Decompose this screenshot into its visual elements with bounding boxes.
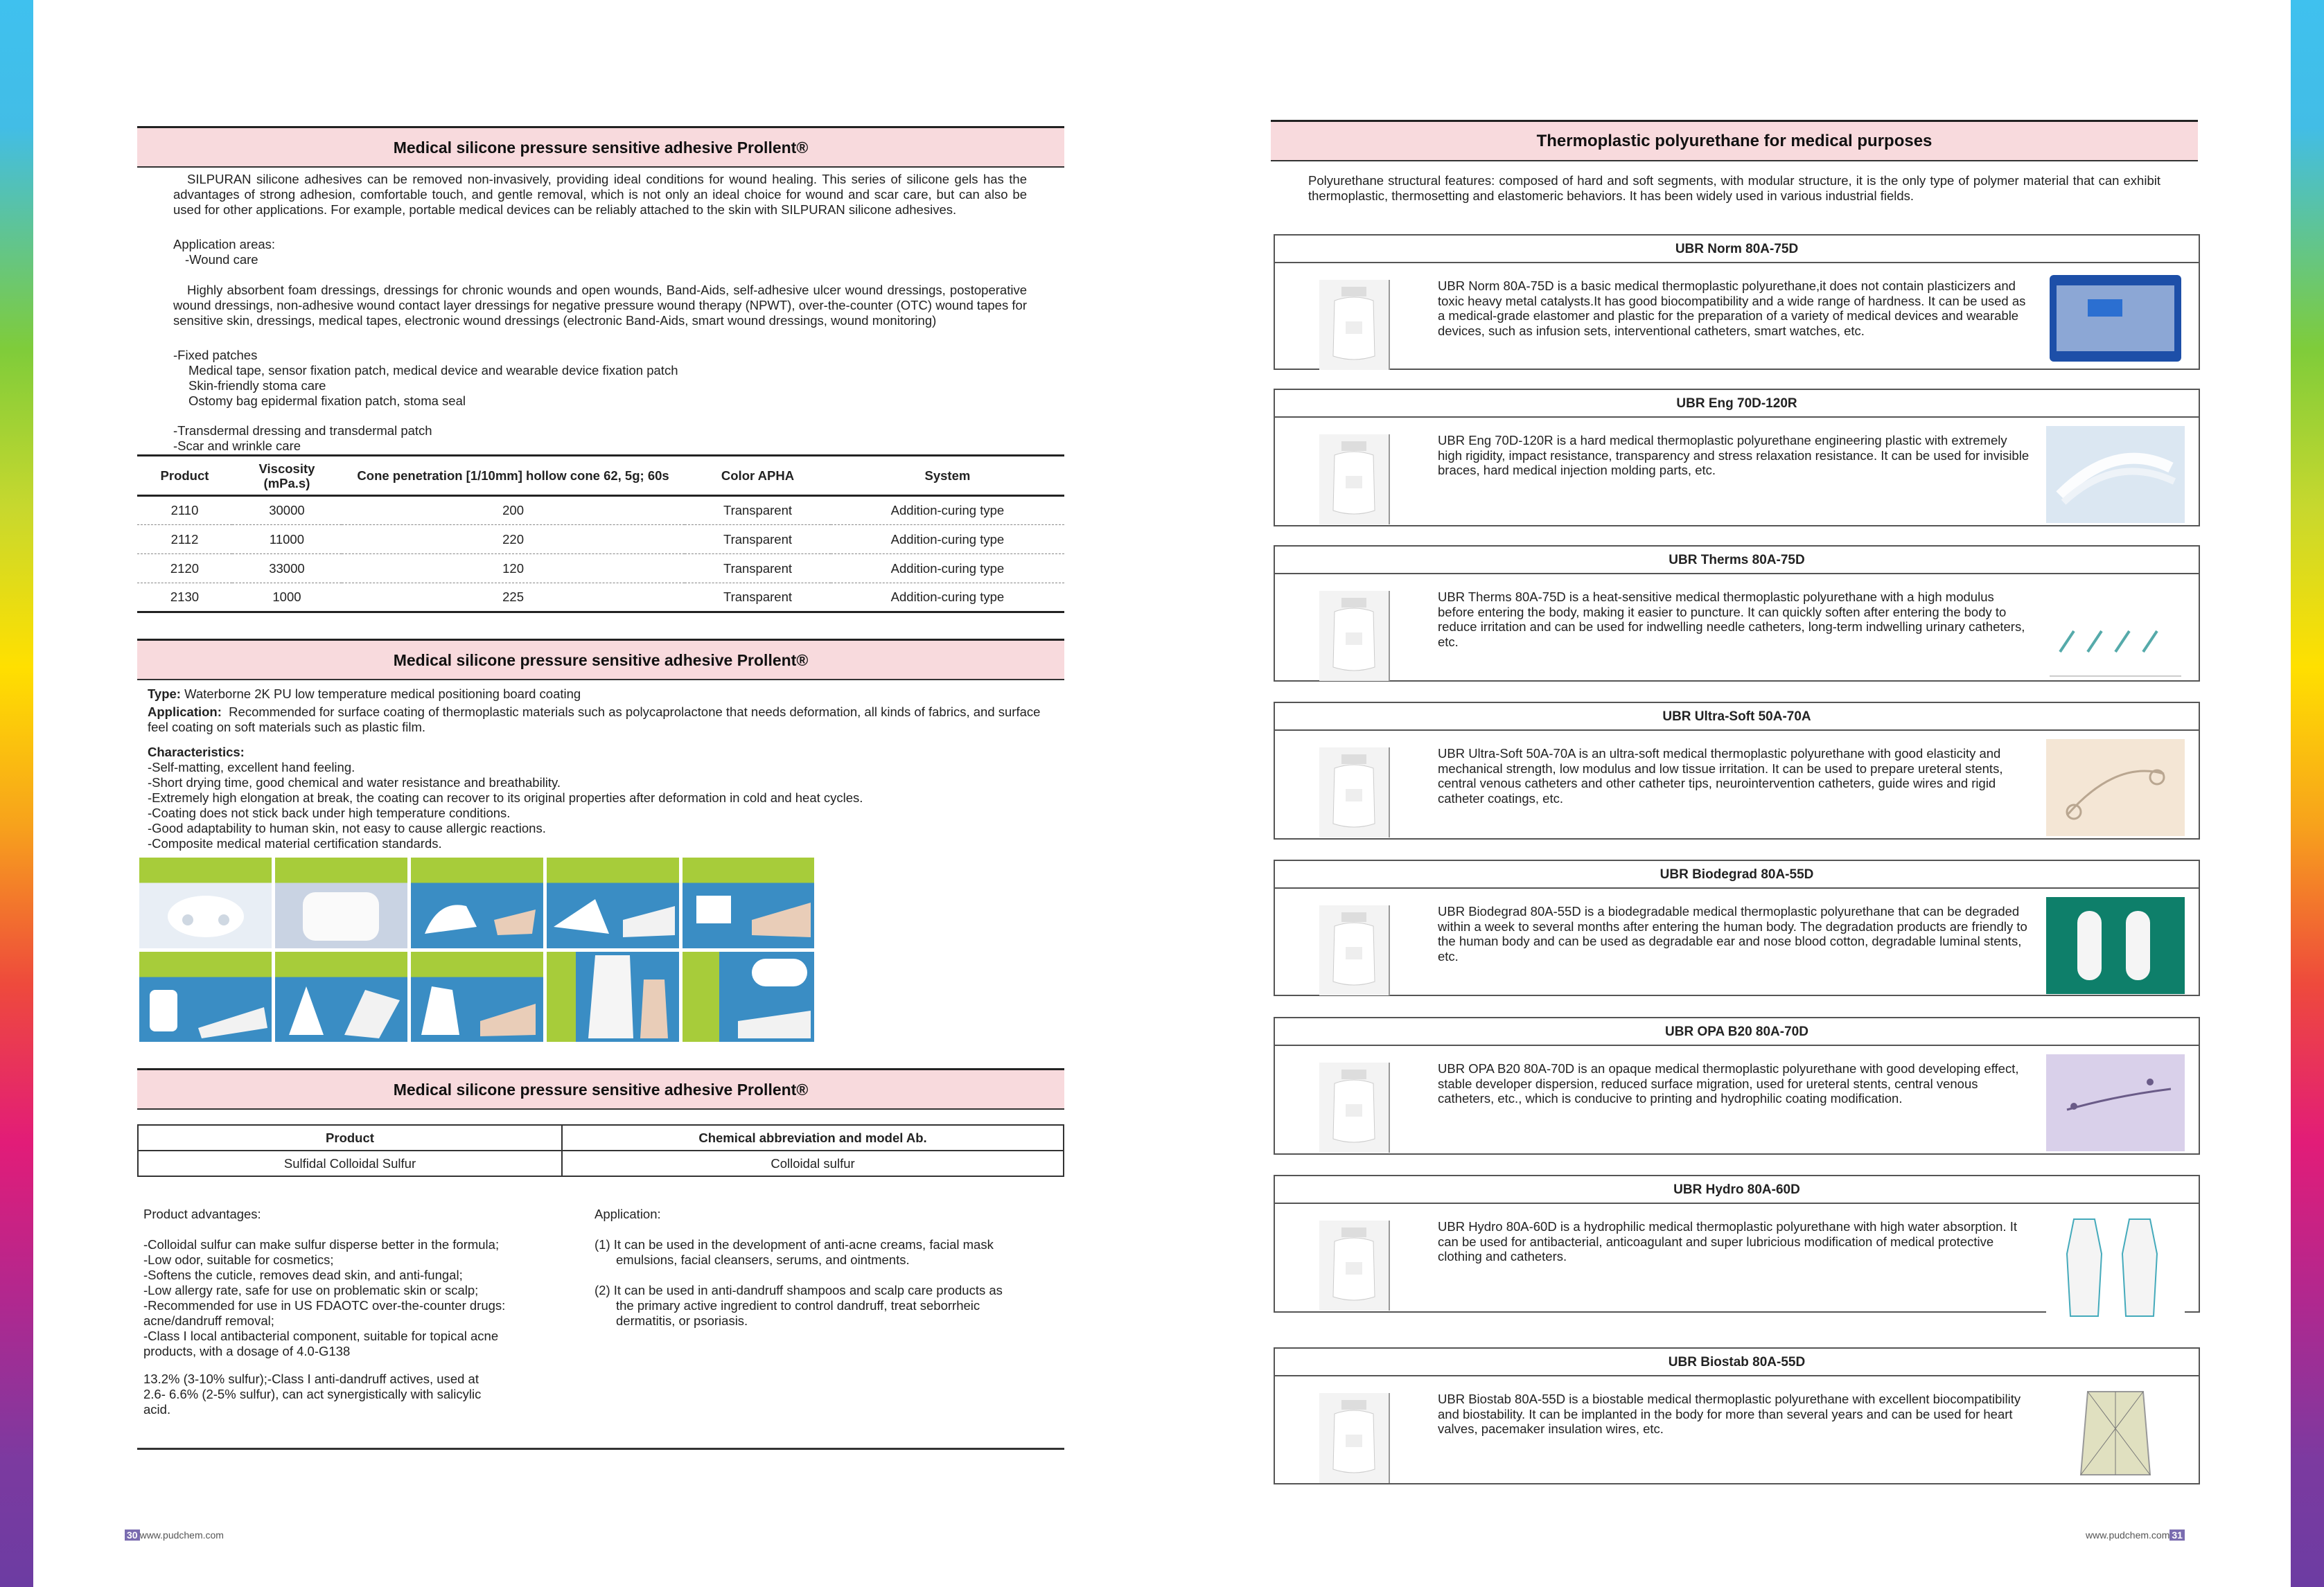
advantage-item: -Recommended for use in US FDAOTC over-the-counter drugs: xyxy=(143,1298,506,1313)
protective-clothing-photo xyxy=(2046,1212,2185,1323)
card-title: UBR Eng 70D-120R xyxy=(1275,390,2199,418)
photo-arm-splint xyxy=(274,951,408,1043)
card-description: UBR Norm 80A-75D is a basic medical thermoplastic polyurethane,it does not contain plasticizers and toxic heavy metal catalysts.It has good biocompatibility and a wide range of hardness. It can be used as a medical-grade elastomer and plastic for the preparation of a variety of medical devices and wearable devices, such as infusion sets, interventional catheters, smart watches, etc. xyxy=(1438,278,2026,338)
card-description: UBR Hydro 80A-60D is a hydrophilic medical thermoplastic polyurethane with high water absorption. It can be used for antibacterial, anticoagulant and super lubricious modification of medical protective clothing and catheters. xyxy=(1438,1219,2017,1264)
card-title: UBR Hydro 80A-60D xyxy=(1275,1176,2199,1204)
card-description: UBR Ultra-Soft 50A-70A is an ultra-soft medical thermoplastic polyurethane with good elasticity and mechanical strength, low modulus and low tissue irritation. It can be used to prepare ureteral stents, central venous catheters and other catheter tips, neurointervention catheters, guide wires and rigid catheter coatings, etc. xyxy=(1438,746,2003,806)
characteristic-item: -Composite medical material certification standards. xyxy=(148,836,442,851)
characteristic-item: -Extremely high elongation at break, the coating can recover to its original properties after deformation in cold and heat cycles. xyxy=(148,790,863,805)
advantage-item: acne/dandruff removal; xyxy=(143,1313,274,1328)
ear-nose-cotton-photo xyxy=(2046,897,2185,994)
page-number: 30 xyxy=(125,1530,140,1541)
table-row: 2120 33000 120 Transparent Addition-curing type xyxy=(137,554,1064,583)
application-item: (1) It can be used in the development of anti-acne creams, facial mask xyxy=(595,1237,994,1252)
footer-url[interactable]: www.pudchem.com xyxy=(139,1530,224,1541)
advantage-item: -Softens the cuticle, removes dead skin, and anti-fungal; xyxy=(143,1268,463,1282)
application-item: emulsions, facial cleansers, serums, and ointments. xyxy=(616,1252,910,1267)
photo-hand-splint xyxy=(410,857,544,949)
product-bottle-image xyxy=(1319,591,1390,681)
card-title: UBR Therms 80A-75D xyxy=(1275,547,2199,574)
product-bottle-image xyxy=(1319,1221,1390,1311)
advantage-item: acid. xyxy=(143,1402,171,1417)
advantage-item: -Colloidal sulfur can make sulfur disperse better in the formula; xyxy=(143,1237,500,1252)
intro-paragraph: Polyurethane structural features: composed of hard and soft segments, with modular structure, it is the only type of polymer material that can exhibit thermoplastic, thermosetting and elastomeric behaviors. It has been widely used in various industrial fields. xyxy=(1308,173,2160,203)
text-line: Ostomy bag epidermal fixation patch, stoma seal xyxy=(188,393,466,408)
product-card xyxy=(1274,1175,2200,1313)
card-title: UBR Biodegrad 80A-55D xyxy=(1275,861,2199,889)
card-description: UBR Eng 70D-120R is a hard medical thermoplastic polyurethane engineering plastic with extremely high rigidity, impact resistance, transparency and stress relaxation resistance. It can be used for invisible braces, hard medical injection molding parts, etc. xyxy=(1438,433,2030,477)
product-bottle-image xyxy=(1319,905,1390,995)
text-line: -Fixed patches xyxy=(173,348,258,362)
catheter-photo xyxy=(2046,739,2185,836)
paragraph: Highly absorbent foam dressings, dressings for chronic wounds and open wounds, Band-Aids, self-adhesive ulcer wound dressings, postoperative wound dressings, non-adhesive wound contact layer dressings for negative pressure wound therapy (NPWT), over-the-counter (OTC) wound tapes for sensitive skin, dressings, medical tapes, electronic wound dressings (electronic Band-Aids, smart wound dressings, wound monitoring) xyxy=(173,283,1027,328)
column-header: Color APHA xyxy=(685,456,831,496)
product-table xyxy=(137,1124,1064,1177)
product-bottle-image xyxy=(1319,280,1390,370)
photo-leg-splint xyxy=(546,951,680,1043)
page-number: 31 xyxy=(2169,1530,2185,1541)
product-card xyxy=(1274,860,2200,996)
card-title: UBR Biostab 80A-55D xyxy=(1275,1349,2199,1376)
application-photo-grid xyxy=(139,857,815,1043)
column-header: System xyxy=(831,456,1064,496)
card-title: UBR OPA B20 80A-70D xyxy=(1275,1018,2199,1046)
photo-finger-splint xyxy=(682,857,815,949)
product-card xyxy=(1274,234,2200,370)
table-row: 2112 11000 220 Transparent Addition-curing type xyxy=(137,525,1064,554)
text-line: -Transdermal dressing and transdermal patch xyxy=(173,423,432,438)
advantage-item: 2.6- 6.6% (2-5% sulfur), can act synergistically with salicylic xyxy=(143,1387,482,1401)
left-color-strip xyxy=(0,0,33,1587)
paragraph: SILPURAN silicone adhesives can be removed non-invasively, providing ideal conditions for wound healing. This series of silicone gels has the advantages of strong adhesion, comfortable touch, and gentle removal, which is not only an ideal choice for wound and scar care, but can also be used for other applications. For example, portable medical devices can be reliably attached to the skin with SILPURAN silicone adhesives. xyxy=(173,172,1027,217)
table-row: Sulfidal Colloidal Sulfur Colloidal sulfur xyxy=(138,1151,1064,1176)
ureteral-stent-photo xyxy=(2046,1054,2185,1151)
application-item: (2) It can be used in anti-dandruff shampoos and scalp care products as xyxy=(595,1283,1003,1297)
card-title: UBR Norm 80A-75D xyxy=(1275,236,2199,263)
advantage-item: -Low odor, suitable for cosmetics; xyxy=(143,1252,334,1267)
column-header: Cone penetration [1/10mm] hollow cone 62, 5g; 60s xyxy=(342,456,685,496)
right-color-strip xyxy=(2291,0,2324,1587)
product-card xyxy=(1274,702,2200,840)
photo-hand-splint-2 xyxy=(546,857,680,949)
braces-photo xyxy=(2046,426,2185,523)
photo-glove-splint xyxy=(410,951,544,1043)
product-card xyxy=(1274,389,2200,526)
infusion-set-photo xyxy=(2046,272,2185,369)
heart-valve-photo xyxy=(2046,1385,2185,1482)
photo-mask-fitting xyxy=(274,857,408,949)
text-line: Medical tape, sensor fixation patch, medical device and wearable device fixation patch xyxy=(188,363,678,378)
photo-wrist-splint xyxy=(139,951,272,1043)
section-heading: Medical silicone pressure sensitive adhesive Prollent® xyxy=(137,1068,1064,1110)
characteristic-item: -Self-matting, excellent hand feeling. xyxy=(148,760,355,774)
advantage-item: products, with a dosage of 4.0-G138 xyxy=(143,1344,351,1358)
advantage-item: 13.2% (3-10% sulfur);-Class I anti-dandruff actives, used at xyxy=(143,1372,479,1386)
footer-url[interactable]: www.pudchem.com xyxy=(2086,1530,2170,1541)
application-line: Application: Recommended for surface coating of thermoplastic materials such as polycaprolactone that needs deformation, all kinds of fabrics, and surface feel coating on soft materials such as plastic film. xyxy=(148,704,1041,734)
card-title: UBR Ultra-Soft 50A-70A xyxy=(1275,703,2199,731)
photo-mask xyxy=(139,857,272,949)
photo-thumb-splint xyxy=(682,951,815,1043)
application-item: the primary active ingredient to control dandruff, treat seborrheic xyxy=(616,1298,980,1313)
section-heading: Thermoplastic polyurethane for medical purposes xyxy=(1271,120,2198,161)
product-card xyxy=(1274,1347,2200,1484)
characteristic-item: -Short drying time, good chemical and water resistance and breathability. xyxy=(148,775,561,790)
advantage-item: -Class I local antibacterial component, suitable for topical acne xyxy=(143,1329,499,1343)
product-bottle-image xyxy=(1319,1393,1390,1483)
column-header: Chemical abbreviation and model Ab. xyxy=(562,1125,1064,1151)
product-card xyxy=(1274,545,2200,682)
application-item: dermatitis, or psoriasis. xyxy=(616,1313,748,1328)
characteristics-label: Characteristics: xyxy=(148,745,245,759)
text-line: -Scar and wrinkle care xyxy=(173,438,301,453)
type-line: Type: Waterborne 2K PU low temperature medical positioning board coating xyxy=(148,686,581,701)
advantage-item: -Low allergy rate, safe for use on problematic skin or scalp; xyxy=(143,1283,479,1297)
product-bottle-image xyxy=(1319,1063,1390,1153)
footer-left xyxy=(125,1530,224,1541)
card-description: UBR Therms 80A-75D is a heat-sensitive medical thermoplastic polyurethane with a high modulus before entering the body, making it easier to puncture. It can quickly soften after entering the body to reduce irritation and can be used for indwelling needle catheters, long-term indwelling urinary catheters, etc. xyxy=(1438,589,2025,649)
product-card xyxy=(1274,1017,2200,1155)
column-header: Product xyxy=(137,456,232,496)
column-header: Viscosity (mPa.s) xyxy=(232,456,342,496)
adhesive-spec-table xyxy=(137,454,1064,613)
footer-right xyxy=(2086,1530,2185,1541)
advantages-title: Product advantages: xyxy=(143,1207,261,1221)
table-row: 2130 1000 225 Transparent Addition-curing type xyxy=(137,583,1064,612)
text-line: -Wound care xyxy=(185,252,258,267)
text-line: Skin-friendly stoma care xyxy=(188,378,326,393)
product-bottle-image xyxy=(1319,747,1390,837)
section-bottom-rule xyxy=(137,1448,1064,1450)
card-description: UBR Biodegrad 80A-55D is a biodegradable medical thermoplastic polyurethane that can be degraded within a week to several months after entering the human body. The degradation products are friendly to the human body and can be used as degradable ear and nose blood cotton, degradable luminal stents, etc. xyxy=(1438,904,2027,964)
card-description: UBR Biostab 80A-55D is a biostable medical thermoplastic polyurethane with excellent biocompatibility and biostability. It can be implanted in the body for more than several years and can be used for heart valves, pacemaker insulation wires, etc. xyxy=(1438,1392,2021,1436)
characteristic-item: -Coating does not stick back under high temperature conditions. xyxy=(148,806,511,820)
application-title: Application: xyxy=(595,1207,661,1221)
indwelling-needle-photo xyxy=(2046,583,2185,680)
section-heading: Medical silicone pressure sensitive adhesive Prollent® xyxy=(137,639,1064,680)
text-line: Application areas: xyxy=(173,237,276,251)
section-heading: Medical silicone pressure sensitive adhesive Prollent® xyxy=(137,126,1064,168)
table-row: 2110 30000 200 Transparent Addition-curing type xyxy=(137,496,1064,525)
column-header: Product xyxy=(138,1125,562,1151)
characteristic-item: -Good adaptability to human skin, not easy to cause allergic reactions. xyxy=(148,821,546,835)
card-description: UBR OPA B20 80A-70D is an opaque medical thermoplastic polyurethane with good developing effect, stable developer dispersion, reduced surface migration, used for ureteral stents, central venous catheters, etc., which is conducive to printing and hydrophilic coating modification. xyxy=(1438,1061,2019,1106)
product-bottle-image xyxy=(1319,434,1390,524)
